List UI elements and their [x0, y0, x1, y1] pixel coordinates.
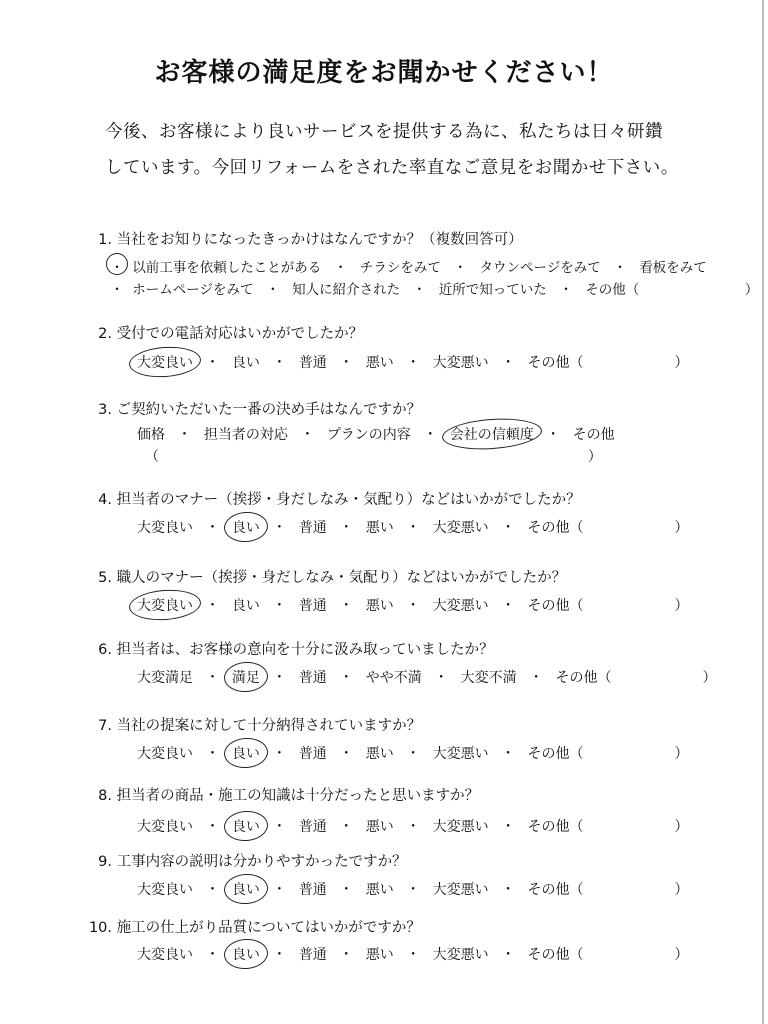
option-very-satisfied[interactable]: 大変満足 — [137, 670, 193, 686]
page-edge — [762, 0, 764, 1024]
intro-line-2: しています。今回リフォームをされた率直なご意見をお聞かせ下さい。 — [105, 158, 679, 178]
question-number: 8. — [98, 788, 112, 804]
option-other[interactable]: その他（ — [585, 282, 640, 298]
question-1-title — [90, 228, 523, 249]
option-price[interactable]: 価格 — [137, 427, 165, 443]
option-signboard[interactable]: 看板をみて — [639, 260, 707, 276]
option-good[interactable]: 良い — [231, 355, 260, 371]
option-plan-content[interactable]: プランの内容 — [326, 427, 411, 443]
option-very-bad[interactable]: 大変悪い — [432, 819, 489, 835]
option-very-bad[interactable]: 大変悪い — [432, 746, 489, 762]
question-text: 当社の提案に対して十分納得されていますか？ — [116, 718, 422, 734]
option-average[interactable]: 普通 — [298, 746, 327, 762]
selected-bullet[interactable]: ・ — [108, 256, 126, 276]
question-9-title — [90, 850, 407, 871]
option-referral[interactable]: 知人に紹介された — [292, 282, 401, 298]
question-1-options-row-1: ・ 以前工事を依頼したことがある ・ チラシをみて ・ タウンページをみて ・ 看板をみて — [108, 256, 709, 276]
option-other[interactable]: その他（ — [527, 746, 584, 762]
question-3-options: 価格 ・ 担当者の対応 ・ プランの内容 ・ 会社の信頼度 ・ その他 — [135, 424, 617, 444]
question-text: 担当者の商品・施工の知識は十分だったと思いますか？ — [116, 788, 480, 804]
option-very-bad[interactable]: 大変悪い — [432, 520, 489, 536]
question-text: 職人のマナー（挨拶・身だしなみ・気配り）などはいかがでしたか？ — [116, 570, 567, 586]
option-flyer[interactable]: チラシをみて — [359, 260, 441, 276]
option-other[interactable]: その他（ — [527, 819, 584, 835]
question-2-title — [90, 322, 363, 343]
option-previous-work[interactable]: 以前工事を依頼したことがある — [132, 260, 322, 276]
option-company-trust[interactable]: 会社の信頼度 — [448, 424, 536, 444]
option-good[interactable]: 良い — [230, 816, 262, 836]
question-2-options: 大変良い ・ 良い ・ 普通 ・ 悪い ・ 大変悪い ・ その他（ ） — [135, 352, 688, 372]
option-bad[interactable]: 悪い — [365, 520, 394, 536]
option-very-good[interactable]: 大変良い — [137, 520, 193, 536]
option-good[interactable]: 良い — [230, 944, 262, 964]
question-number: 4. — [98, 492, 112, 508]
intro-text — [105, 114, 705, 186]
option-very-good[interactable]: 大変良い — [137, 746, 193, 762]
question-5-title — [90, 566, 566, 587]
option-very-bad[interactable]: 大変悪い — [432, 882, 489, 898]
question-number: 3. — [98, 402, 112, 418]
question-number: 10. — [88, 920, 112, 936]
option-other[interactable]: その他（ — [527, 598, 584, 614]
question-number: 7. — [98, 718, 112, 734]
option-bad[interactable]: 悪い — [365, 882, 394, 898]
question-8-options: 大変良い ・ 良い ・ 普通 ・ 悪い ・ 大変悪い ・ その他（ ） — [135, 816, 688, 836]
option-very-bad[interactable]: 大変悪い — [432, 355, 489, 371]
option-very-bad[interactable]: 大変悪い — [432, 598, 489, 614]
option-satisfied[interactable]: 満足 — [230, 667, 262, 687]
option-bad[interactable]: 悪い — [365, 746, 394, 762]
option-other[interactable]: その他（ — [555, 670, 612, 686]
option-town-page[interactable]: タウンページをみて — [479, 260, 601, 276]
option-somewhat-dissatisfied[interactable]: やや不満 — [365, 670, 422, 686]
question-text: 施工の仕上がり品質についてはいかがですか？ — [116, 920, 421, 936]
question-number: 9. — [98, 854, 112, 870]
question-3-title — [90, 398, 421, 419]
question-4-options: 大変良い ・ 良い ・ 普通 ・ 悪い ・ 大変悪い ・ その他（ ） — [135, 517, 688, 537]
question-text: 受付での電話対応はいかがでしたか？ — [116, 326, 364, 342]
option-very-dissatisfied[interactable]: 大変不満 — [460, 670, 517, 686]
question-4-title — [90, 488, 581, 509]
question-text: 当社をお知りになったきっかけはなんですか？（複数回答可） — [116, 232, 523, 248]
question-5-options: 大変良い ・ 良い ・ 普通 ・ 悪い ・ 大変悪い ・ その他（ ） — [135, 595, 688, 615]
question-number: 5. — [98, 570, 112, 586]
option-bad[interactable]: 悪い — [365, 819, 394, 835]
option-very-good[interactable]: 大変良い — [135, 352, 195, 372]
question-8-title — [90, 784, 479, 805]
option-staff-response[interactable]: 担当者の対応 — [203, 427, 288, 443]
option-other[interactable]: その他 — [572, 427, 615, 443]
question-text: 工事内容の説明は分かりやすかったですか？ — [116, 854, 407, 870]
option-good[interactable]: 良い — [231, 598, 260, 614]
option-very-bad[interactable]: 大変悪い — [432, 947, 489, 963]
option-average[interactable]: 普通 — [298, 670, 327, 686]
option-good[interactable]: 良い — [230, 879, 262, 899]
question-number: 6. — [98, 642, 112, 658]
option-average[interactable]: 普通 — [298, 598, 327, 614]
question-3-other-line: （ ） — [145, 449, 602, 465]
option-very-good[interactable]: 大変良い — [137, 819, 193, 835]
option-other[interactable]: その他（ — [527, 947, 584, 963]
option-average[interactable]: 普通 — [298, 520, 327, 536]
option-bad[interactable]: 悪い — [365, 598, 394, 614]
option-very-good[interactable]: 大変良い — [135, 595, 195, 615]
option-very-good[interactable]: 大変良い — [137, 947, 193, 963]
question-10-title — [72, 916, 421, 937]
option-good[interactable]: 良い — [230, 517, 262, 537]
option-average[interactable]: 普通 — [298, 947, 327, 963]
question-7-options: 大変良い ・ 良い ・ 普通 ・ 悪い ・ 大変悪い ・ その他（ ） — [135, 743, 688, 763]
intro-line-1: 今後、お客様により良いサービスを提供する為に、私たちは日々研鑽 — [105, 122, 663, 142]
page-title: お客様の満足度をお聞かせください！ — [154, 58, 614, 88]
option-other[interactable]: その他（ — [527, 520, 584, 536]
option-other[interactable]: その他（ — [527, 355, 584, 371]
question-7-title — [90, 714, 421, 735]
question-6-title — [90, 638, 494, 659]
option-average[interactable]: 普通 — [298, 819, 327, 835]
option-very-good[interactable]: 大変良い — [137, 882, 193, 898]
question-text: ご契約いただいた一番の決め手はなんですか？ — [116, 402, 422, 418]
option-homepage[interactable]: ホームページをみて — [132, 282, 254, 298]
option-bad[interactable]: 悪い — [365, 355, 394, 371]
option-other[interactable]: その他（ — [527, 882, 584, 898]
question-1-options-row-2: ・ ホームページをみて ・ 知人に紹介された ・ 近所で知っていた ・ その他（ ） — [108, 278, 758, 298]
option-average[interactable]: 普通 — [298, 882, 327, 898]
question-number: 2. — [98, 326, 112, 342]
question-10-options: 大変良い ・ 良い ・ 普通 ・ 悪い ・ 大変悪い ・ その他（ ） — [135, 944, 688, 964]
question-6-options: 大変満足 ・ 満足 ・ 普通 ・ やや不満 ・ 大変不満 ・ その他（ ） — [135, 667, 716, 687]
question-text: 担当者のマナー（挨拶・身だしなみ・気配り）などはいかがでしたか？ — [116, 492, 581, 508]
option-neighborhood[interactable]: 近所で知っていた — [438, 282, 547, 298]
question-text: 担当者は、お客様の意向を十分に汲み取っていましたか？ — [116, 642, 494, 658]
question-number: 1. — [98, 232, 112, 248]
question-9-options: 大変良い ・ 良い ・ 普通 ・ 悪い ・ 大変悪い ・ その他（ ） — [135, 879, 688, 899]
option-good[interactable]: 良い — [230, 743, 262, 763]
option-average[interactable]: 普通 — [298, 355, 327, 371]
option-bad[interactable]: 悪い — [365, 947, 394, 963]
